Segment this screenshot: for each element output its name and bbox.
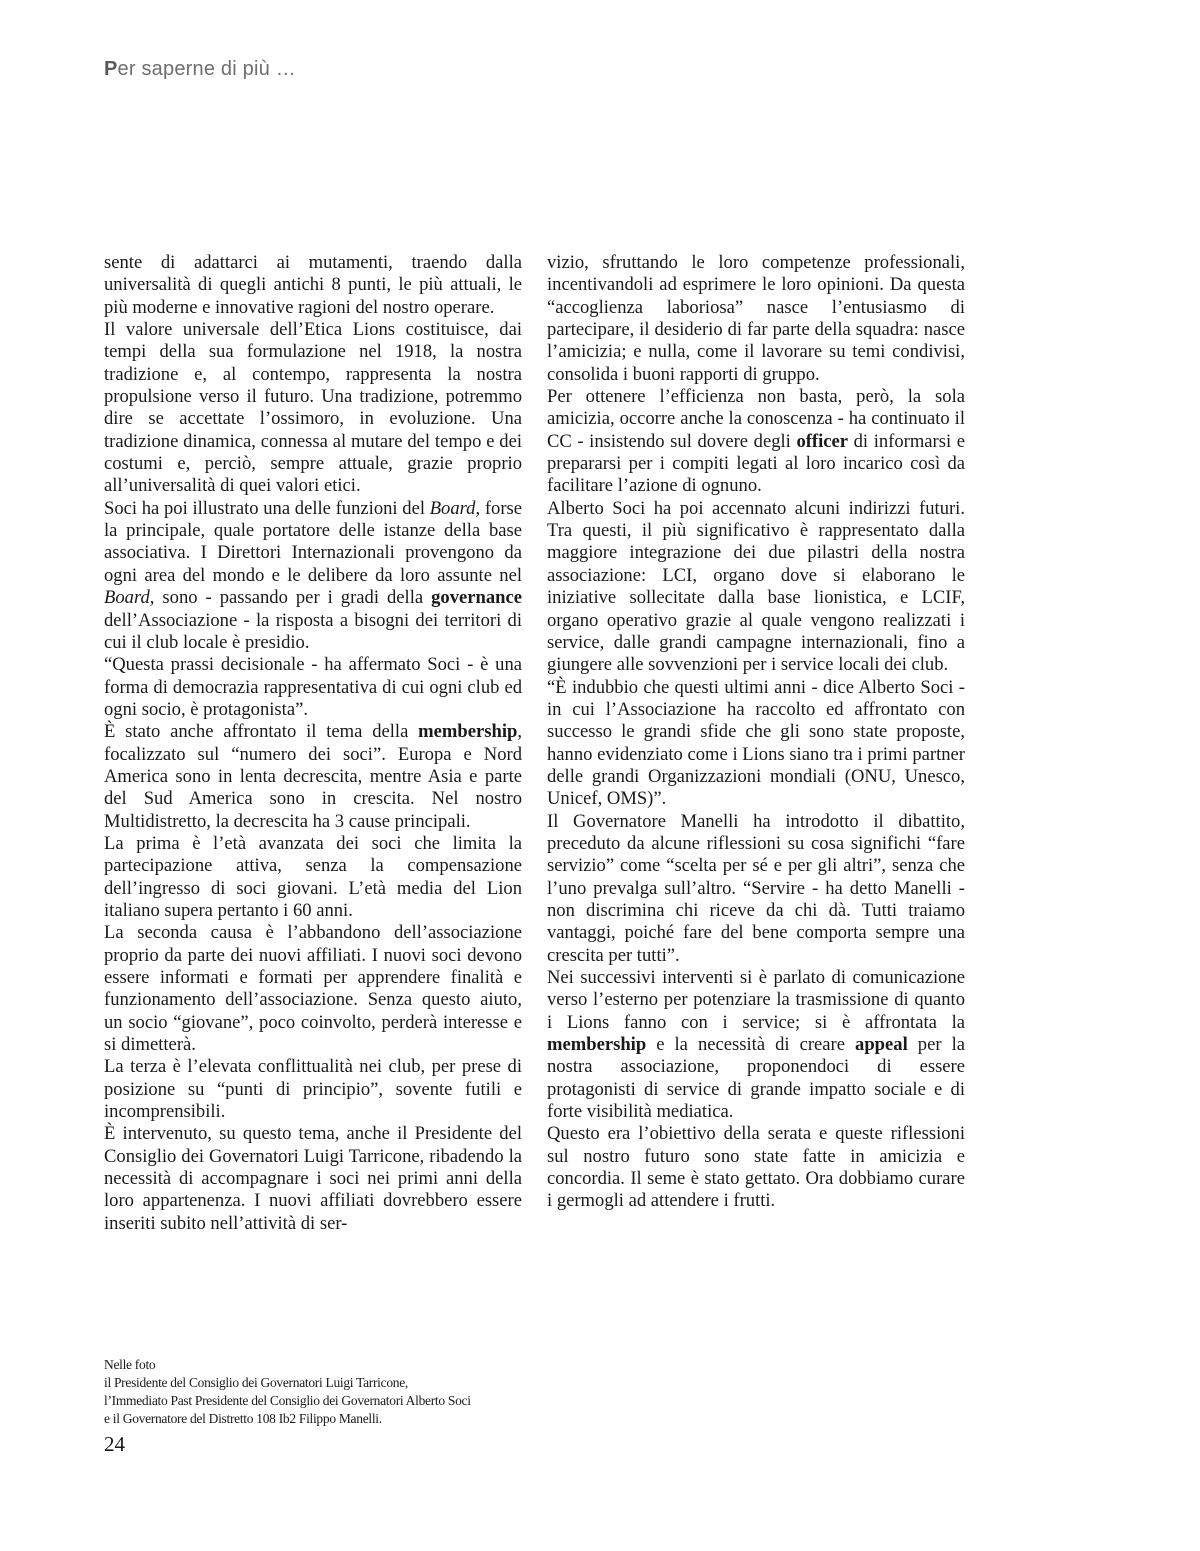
text-run: Questo era l’obiettivo della serata e queste riflessioni sul nostro futuro sono state fatte in amicizia e concordia. Il seme è stato gettato. Ora dobbiamo curare i germogli ad attendere i frutti. — [547, 1123, 965, 1212]
text-run: Soci ha poi illustrato una delle funzioni del — [104, 497, 430, 519]
photo-caption — [104, 1356, 544, 1428]
bold-run: appeal — [855, 1034, 908, 1056]
caption-line: e il Governatore del Distretto 108 Ib2 Filippo Manelli. — [104, 1411, 382, 1426]
text-run: Nei successivi interventi si è parlato di comunicazione verso l’esterno per potenziare la trasmissione di quanto i Lions fanno con i service; si è affrontata la — [547, 967, 965, 1033]
text-run: e la necessità di creare — [646, 1034, 856, 1056]
text-run: , forse la principale, quale portatore delle istanze della base associativa. I Direttori Internazionali provengono da ogni area del mondo e le delibere da loro assunte nel — [104, 497, 522, 586]
paragraph — [104, 721, 522, 833]
text-run: La seconda causa è l’abbandono dell’associazione proprio da parte dei nuovi affiliati. I nuovi soci devono essere informati e formati per apprendere finalità e funzionamento dell’associazione. Senza questo aiuto, un socio “giovane”, poco coinvolto, perderà interesse e si dimetterà. — [104, 922, 522, 1056]
caption-line: l’Immediato Past Presidente del Consiglio dei Governatori Alberto Soci — [104, 1393, 471, 1408]
text-run: È intervenuto, su questo tema, anche il Presidente del Consiglio dei Governatori Luigi Tarricone, ribadendo la necessità di accompagnare i soci nei primi anni della loro appartenenza. I nuovi affiliati dovrebbero essere inseriti subito nell’attività di ser- — [104, 1123, 522, 1234]
text-run: È stato anche affrontato il tema della — [104, 721, 419, 743]
paragraph — [547, 1123, 965, 1212]
italic-run: Board — [429, 497, 476, 519]
text-run: La prima è l’età avanzata dei soci che limita la partecipazione attiva, senza la compensazione dell’ingresso di soci giovani. L’età media del Lion italiano supera pertanto i 60 anni. — [104, 832, 522, 921]
page-number: 24 — [104, 1432, 125, 1456]
text-run: di informarsi e prepararsi per i compiti legati al loro incarico così da facilitare l’azione di ognuno. — [547, 430, 965, 497]
text-run: , sono - passando per i gradi della — [149, 587, 432, 609]
paragraph — [104, 922, 522, 1056]
text-run: , focalizzato sul “numero dei soci”. Europa e Nord America sono in lenta decrescita, mentre Asia e parte del Sud America sono in crescita. Nel nostro Multidistretto, la decrescita ha 3 cause principali. — [104, 721, 522, 832]
caption-line: Nelle foto — [104, 1357, 156, 1372]
paragraph — [104, 1123, 522, 1235]
bold-run: governance — [431, 587, 522, 609]
bold-run: membership — [547, 1034, 647, 1056]
italic-run: Board — [104, 587, 150, 609]
paragraph — [104, 1056, 522, 1123]
text-run: “Questa prassi decisionale - ha affermato Soci - è una forma di democrazia rappresentativa di cui ogni club ed ogni socio, è protagonista”. — [104, 654, 522, 720]
paragraph — [547, 386, 965, 498]
text-run: Alberto Soci ha poi accennato alcuni indirizzi futuri. Tra questi, il più significativo è rappresentato dalla maggiore integrazione dei due pilastri della nostra associazione: LCI, organo dove si elaborano le iniziative sollecitate dalla base lionistica, e LCIF, organo operativo grazie al quale vengono realizzati i service, dalle grandi campagne internazionali, fino a giungere alle sovvenzioni per i service locali dei club. — [547, 497, 965, 676]
page-header — [104, 58, 296, 81]
text-run: “È indubbio che questi ultimi anni - dice Alberto Soci - in cui l’Associazione ha raccolto ed affrontato con successo le grandi sfide che gli sono state proposte, hanno evidenziato come i Lions siano tra i primi partner delle grandi Organizzazioni mondiali (ONU, Unesco, Unicef, OMS)”. — [547, 676, 965, 810]
paragraph — [547, 811, 965, 967]
paragraph — [104, 498, 522, 654]
paragraph — [547, 967, 965, 1123]
left-column — [104, 252, 522, 1235]
paragraph — [104, 833, 522, 922]
text-run: Il valore universale dell’Etica Lions costituisce, dai tempi della sua formulazione nel 1918, la nostra tradizione e, al contempo, rappresenta la nostra propulsione verso il futuro. Una tradizione, potremmo dire se accettate l’ossimoro, in evoluzione. Una tradizione dinamica, connessa al mutare del tempo e dei costumi e, perciò, sempre attuale, grazie proprio all’universalità di quei valori etici. — [104, 319, 522, 497]
text-run: Per ottenere l’efficienza non basta, però, la sola amicizia, occorre anche la conoscenza - ha continuato il CC - insistendo sul dovere degli — [547, 386, 965, 452]
text-run: dell’Associazione - la risposta a bisogni dei territori di cui il club locale è presidio. — [104, 609, 522, 653]
paragraph — [104, 319, 522, 498]
text-run: Il Governatore Manelli ha introdotto il dibattito, preceduto da alcune riflessioni su cosa significhi “fare servizio” come “scelta per sé e per gli altri”, senza che l’uno prevalga sull’altro. “Servire - ha detto Manelli - non discrimina chi riceve da chi dà. Tutti traiamo vantaggi, poiché fare del bene comporta sempre una crescita per tutti”. — [547, 810, 965, 966]
caption-line: il Presidente del Consiglio dei Governatori Luigi Tarricone, — [104, 1375, 408, 1390]
text-run: La terza è l’elevata conflittualità nei club, per prese di posizione su “punti di principio”, sovente futili e incomprensibili. — [104, 1056, 522, 1123]
text-run: vizio, sfruttando le loro competenze professionali, incentivandoli ad esprimere le loro opinioni. Da questa “accoglienza laboriosa” nasce l’entusiasmo di partecipare, il desiderio di far parte della squadra: nasce l’amicizia; e nulla, come il lavorare su temi condivisi, consolida i buoni rapporti di gruppo. — [547, 252, 965, 385]
text-run: per la nostra associazione, proponendoci di essere protagonisti di service di grande impatto sociale e di forte visibilità mediatica. — [547, 1034, 965, 1123]
paragraph — [104, 654, 522, 721]
header-title: er saperne di più … — [117, 58, 296, 80]
text-run: sente di adattarci ai mutamenti, traendo dalla universalità di quegli antichi 8 punti, le più attuali, le più moderne e innovative ragioni del nostro operare. — [104, 252, 522, 318]
paragraph — [104, 252, 522, 319]
paragraph — [547, 252, 965, 386]
bold-run: officer — [796, 430, 849, 452]
header-initial: P — [104, 58, 118, 80]
right-column — [547, 252, 965, 1213]
paragraph — [547, 677, 965, 811]
paragraph — [547, 498, 965, 677]
bold-run: membership — [418, 721, 518, 743]
